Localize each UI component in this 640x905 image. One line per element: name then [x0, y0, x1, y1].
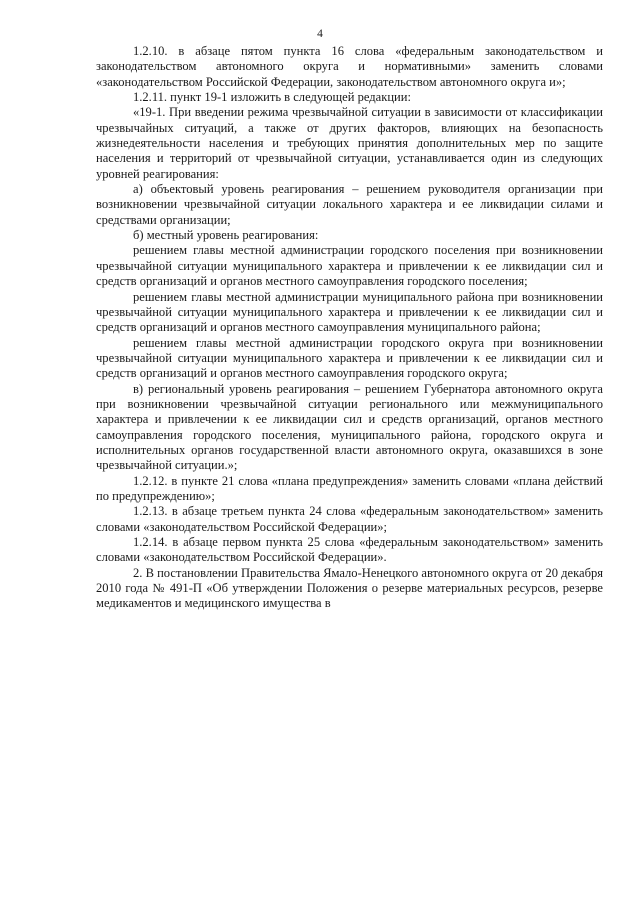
paragraph-local-level: б) местный уровень реагирования: — [133, 228, 319, 243]
paragraph-1-2-11: 1.2.11. пункт 19-1 изложить в следующей редакции: — [133, 90, 411, 105]
paragraph-1-2-14: 1.2.14. в абзаце первом пункта 25 слова «федеральным законодательством» заменить словами «законодательством Российской Федерации». — [96, 535, 603, 565]
paragraph-urban-district: решением главы местной администрации городского округа при возникновении чрезвычайной ситуации муниципального характера и привлечении к ее ликвидации сил и средств организаций и органов местного самоуправления городского округа; — [96, 335, 603, 381]
paragraph-2: 2. В постановлении Правительства Ямало-Ненецкого автономного округа от 20 декабря 2010 года № 491-П «Об утверждении Положения о резерве материальных ресурсов, резерве медикаментов и медицинского имущества в — [96, 565, 603, 611]
paragraph-19-1-intro: «19-1. При введении режима чрезвычайной ситуации в зависимости от классификации чрезвычайных ситуаций, а также от других факторов, влияющих на безопасность жизнедеятельности населения и требующих принятия дополнительных мер по защите населения и территорий от чрезвычайной ситуации, устанавливается один из следующих уровней реагирования: — [96, 105, 603, 181]
paragraph-1-2-13: 1.2.13. в абзаце третьем пункта 24 слова «федеральным законодательством» заменить словами «законодательством Российской Федерации»; — [96, 504, 603, 534]
paragraph-1-2-10: 1.2.10. в абзаце пятом пункта 16 слова «федеральным законодательством и законодательством автономного округа и нормативными» заменить словами «законодательством Российской Федерации, законодательством автономного округа и»; — [96, 44, 603, 89]
paragraph-regional-level: в) региональный уровень реагирования – решением Губернатора автономного округа при возникновении чрезвычайной ситуации регионального или межмуниципального характера и привлечении к ее ликвидации сил и средств организаций, органов местного самоуправления городского поселения, муниципального района, городского округа и исполнительных органов государственной власти автономного округа, оказавшихся в зоне чрезвычайной ситуации.»; — [96, 381, 603, 473]
paragraph-urban-settlement: решением главы местной администрации городского поселения при возникновении чрезвычайной ситуации муниципального характера и привлечении к ее ликвидации сил и средств организаций и органов местного самоуправления городского поселения; — [96, 243, 603, 289]
page-number: 4 — [317, 28, 323, 40]
document-body — [96, 44, 603, 612]
paragraph-object-level: а) объектовый уровень реагирования – решением руководителя организации при возникновении чрезвычайной ситуации локального характера и ее ликвидации силами и средствами организации; — [96, 182, 603, 227]
paragraph-1-2-12: 1.2.12. в пункте 21 слова «плана предупреждения» заменить словами «плана действий по предупреждению»; — [96, 473, 603, 503]
paragraph-municipal-district: решением главы местной администрации муниципального района при возникновении чрезвычайной ситуации муниципального характера и привлечении к ее ликвидации сил и средств организаций и органов местного самоуправления муниципального района; — [96, 289, 603, 335]
